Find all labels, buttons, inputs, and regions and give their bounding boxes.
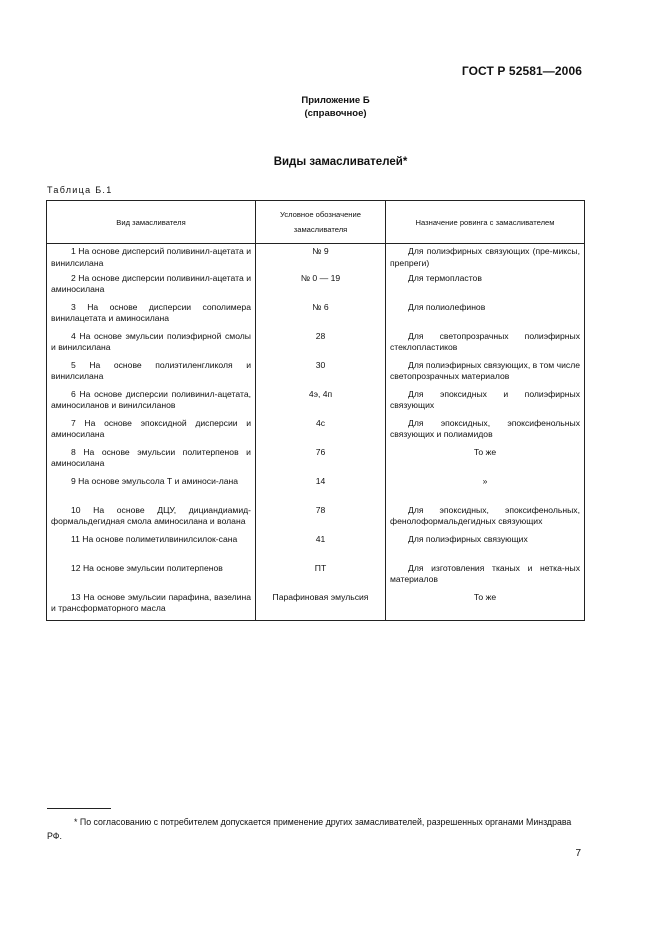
- cell-sizing-type: [47, 244, 256, 273]
- cell-purpose: [386, 302, 585, 331]
- cell-sizing-type: [47, 418, 256, 447]
- cell-designation: [256, 447, 386, 476]
- cell-designation: [256, 331, 386, 360]
- cell-designation: [256, 563, 386, 592]
- cell-sizing-type: [47, 360, 256, 389]
- footnote-separator: [47, 808, 111, 809]
- table-row: [47, 273, 585, 302]
- table-caption: Таблица Б.1: [47, 185, 113, 195]
- cell-sizing-type: [47, 447, 256, 476]
- cell-designation-text: ПТ: [314, 562, 327, 573]
- cell-purpose: [386, 563, 585, 592]
- table-row: [47, 360, 585, 389]
- page-title: Виды замасливателей*: [273, 156, 408, 168]
- cell-purpose: [386, 360, 585, 389]
- cell-sizing-type: [47, 592, 256, 621]
- cell-sizing-type: [47, 563, 256, 592]
- cell-sizing-type-text: 13 На основе эмульсии парафина, вазелина и трансформаторного масла: [51, 591, 251, 613]
- cell-sizing-type: [47, 389, 256, 418]
- cell-designation-text: 4э, 4п: [308, 388, 333, 399]
- column-header-type: Вид замасливателя: [47, 201, 256, 244]
- cell-designation: [256, 505, 386, 534]
- column-header-code: Условное обозначение замасливателя: [256, 201, 386, 244]
- table-row: [47, 447, 585, 476]
- table-row: [47, 563, 585, 592]
- appendix-heading: [0, 94, 661, 120]
- cell-designation: [256, 244, 386, 273]
- cell-designation: [256, 302, 386, 331]
- cell-purpose: [386, 476, 585, 505]
- table-row: [47, 505, 585, 534]
- cell-purpose-text: Для эпоксидных, эпоксифенольных, фенолоформальдегидных связующих: [390, 504, 580, 526]
- cell-designation-text: № 0 — 19: [300, 272, 341, 283]
- cell-sizing-type-text: 11 На основе полиметилвинилсилок-сана: [71, 533, 238, 544]
- cell-sizing-type-text: 1 На основе дисперсий поливинил-ацетата и винилсилана: [51, 246, 251, 268]
- page-number: 7: [575, 848, 581, 859]
- footnote: * По согласованию с потребителем допускается применение других замасливателей, разрешенных органами Минздрава РФ.: [47, 817, 572, 841]
- cell-designation-text: 78: [315, 504, 326, 515]
- column-header-purpose: Назначение ровинга с замасливателем: [386, 201, 585, 244]
- cell-designation: [256, 418, 386, 447]
- cell-sizing-type-text: 4 На основе эмульсии полиэфирной смолы и винилсилана: [51, 330, 251, 352]
- cell-purpose: [386, 244, 585, 273]
- cell-designation: [256, 273, 386, 302]
- cell-purpose: [386, 505, 585, 534]
- cell-purpose: [386, 389, 585, 418]
- cell-purpose-text: Для полиэфирных связующих: [408, 533, 528, 544]
- cell-sizing-type-text: 2 На основе дисперсии поливинил-ацетата и аминосилана: [51, 272, 251, 294]
- cell-purpose: [386, 418, 585, 447]
- cell-designation-text: № 9: [312, 246, 329, 256]
- cell-sizing-type-text: 8 На основе эмульсии политерпенов и аминосилана: [51, 446, 251, 468]
- cell-purpose: [386, 273, 585, 302]
- cell-designation-text: № 6: [312, 301, 329, 312]
- cell-purpose-text: Для термопластов: [408, 272, 482, 283]
- table-row: [47, 592, 585, 621]
- cell-purpose-text: То же: [473, 446, 497, 457]
- cell-purpose: [386, 592, 585, 621]
- cell-purpose-text: То же: [473, 591, 497, 602]
- cell-sizing-type: [47, 302, 256, 331]
- cell-purpose: [386, 534, 585, 563]
- table-row: [47, 534, 585, 563]
- cell-designation: [256, 476, 386, 505]
- cell-designation-text: 4с: [315, 417, 326, 428]
- cell-sizing-type-text: 5 На основе полиэтиленгликоля и винилсилана: [51, 359, 251, 381]
- cell-purpose-text: Для полиолефинов: [408, 301, 486, 312]
- cell-designation: [256, 389, 386, 418]
- cell-designation-text: 41: [315, 533, 326, 544]
- table-header-row: [47, 201, 585, 244]
- appendix-title: Приложение Б: [301, 95, 370, 106]
- cell-purpose: [386, 447, 585, 476]
- cell-sizing-type-text: 10 На основе ДЦУ, дициандиамид-формальдегидная смола аминосилана и волана: [51, 504, 251, 526]
- cell-designation: [256, 360, 386, 389]
- cell-sizing-type: [47, 505, 256, 534]
- table-row: [47, 389, 585, 418]
- cell-designation: [256, 592, 386, 621]
- cell-purpose-text: Для эпоксидных, эпоксифенольных связующих и полиамидов: [390, 417, 580, 439]
- standard-number: ГОСТ Р 52581—2006: [461, 64, 582, 78]
- cell-designation-text: Парафиновая эмульсия: [272, 591, 369, 602]
- cell-purpose-text: Для светопрозрачных полиэфирных стеклопластиков: [390, 330, 580, 352]
- cell-designation: [256, 534, 386, 563]
- cell-sizing-type: [47, 476, 256, 505]
- cell-sizing-type-text: 6 На основе дисперсии поливинил-ацетата, аминосиланов и винилсиланов: [51, 388, 251, 410]
- cell-sizing-type: [47, 273, 256, 302]
- cell-purpose-text: Для полиэфирных связующих (пре-миксы, препреги): [390, 246, 580, 268]
- appendix-type: (справочное): [304, 108, 367, 119]
- cell-sizing-type-text: 12 На основе эмульсии политерпенов: [71, 562, 223, 573]
- table-row: [47, 331, 585, 360]
- cell-designation-text: 76: [315, 446, 326, 457]
- cell-designation-text: 28: [315, 330, 326, 341]
- cell-sizing-type: [47, 534, 256, 563]
- cell-designation-text: 30: [315, 359, 326, 370]
- cell-purpose-text: »: [482, 475, 488, 486]
- cell-purpose-text: Для изготовления тканых и нетка-ных материалов: [390, 562, 580, 584]
- cell-sizing-type-text: 7 На основе эпоксидной дисперсии и аминосилана: [51, 417, 251, 439]
- cell-purpose-text: Для полиэфирных связующих, в том числе светопрозрачных материалов: [390, 359, 580, 381]
- cell-sizing-type-text: 3 На основе дисперсии сополимера винилацетата и аминосилана: [51, 301, 251, 323]
- cell-sizing-type: [47, 331, 256, 360]
- table-row: [47, 476, 585, 505]
- table-row: [47, 244, 585, 273]
- cell-sizing-type-text: 9 На основе эмульсола Т и аминоси-лана: [71, 475, 239, 486]
- cell-purpose: [386, 331, 585, 360]
- table-row: [47, 418, 585, 447]
- table-row: [47, 302, 585, 331]
- sizing-agents-table: [46, 200, 585, 621]
- cell-purpose-text: Для эпоксидных и полиэфирных связующих: [390, 388, 580, 410]
- cell-designation-text: 14: [315, 475, 326, 486]
